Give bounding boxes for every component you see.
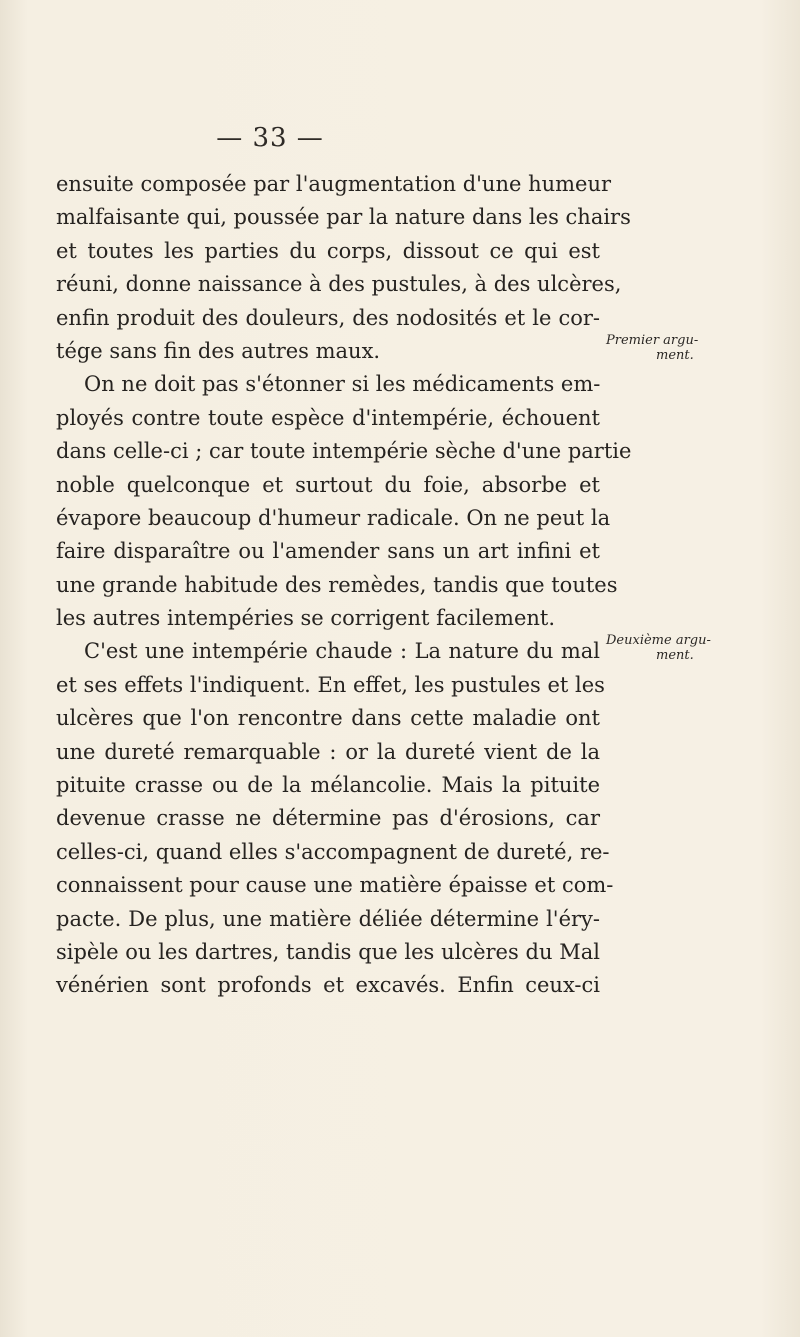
text-line: faire disparaître ou l'amender sans un art infini et bbox=[56, 539, 600, 564]
margin-note-first-argument bbox=[606, 333, 776, 363]
margin-note-line: ment. bbox=[656, 648, 694, 663]
text-line: enfin produit des douleurs, des nodosités et le cor- bbox=[56, 305, 600, 330]
text-line: On ne doit pas s'étonner si les médicaments em- bbox=[84, 372, 601, 397]
paragraph bbox=[56, 635, 614, 1002]
margin-note-line: Premier argu- bbox=[606, 333, 699, 348]
text-line: connaissent pour cause une matière épaisse et com- bbox=[56, 873, 614, 898]
text-line: ulcères que l'on rencontre dans cette maladie ont bbox=[56, 706, 600, 731]
text-line: réuni, donne naissance à des pustules, à des ulcères, bbox=[56, 272, 622, 297]
text-line: vénérien sont profonds et excavés. Enfin ceux-ci bbox=[56, 973, 600, 998]
text-line: une grande habitude des remèdes, tandis que toutes bbox=[56, 572, 618, 597]
paragraph bbox=[56, 368, 632, 635]
text-line: et toutes les parties du corps, dissout ce qui est bbox=[56, 238, 600, 263]
text-line: sipèle ou les dartres, tandis que les ulcères du Mal bbox=[56, 939, 600, 964]
body-text bbox=[56, 168, 632, 1003]
text-line: une dureté remarquable : or la dureté vient de la bbox=[56, 739, 600, 764]
text-line: C'est une intempérie chaude : La nature du mal bbox=[84, 639, 600, 664]
text-line: pacte. De plus, une matière déliée détermine l'éry- bbox=[56, 906, 600, 931]
text-line: pituite crasse ou de la mélancolie. Mais la pituite bbox=[56, 773, 600, 798]
text-line: celles-ci, quand elles s'accompagnent de dureté, re- bbox=[56, 839, 610, 864]
margin-note-second-argument bbox=[606, 633, 776, 663]
text-line: devenue crasse ne détermine pas d'érosions, car bbox=[56, 806, 600, 831]
paragraph bbox=[56, 168, 631, 368]
text-line: tége sans fin des autres maux. bbox=[56, 338, 381, 363]
text-line: les autres intempéries se corrigent facilement. bbox=[56, 606, 556, 631]
text-line: et ses effets l'indiquent. En effet, les pustules et les bbox=[56, 672, 605, 697]
text-line: dans celle-ci ; car toute intempérie sèche d'une partie bbox=[56, 439, 632, 464]
page-number: — 33 — bbox=[216, 123, 324, 153]
text-line: ployés contre toute espèce d'intempérie, échouent bbox=[56, 405, 600, 430]
margin-note-line: ment. bbox=[656, 348, 694, 363]
text-line: évapore beaucoup d'humeur radicale. On ne peut la bbox=[56, 505, 611, 530]
text-line: malfaisante qui, poussée par la nature dans les chairs bbox=[56, 205, 631, 230]
text-line: noble quelconque et surtout du foie, absorbe et bbox=[56, 472, 600, 497]
text-line: ensuite composée par l'augmentation d'une humeur bbox=[56, 172, 612, 196]
margin-note-line: Deuxième argu- bbox=[606, 633, 711, 648]
